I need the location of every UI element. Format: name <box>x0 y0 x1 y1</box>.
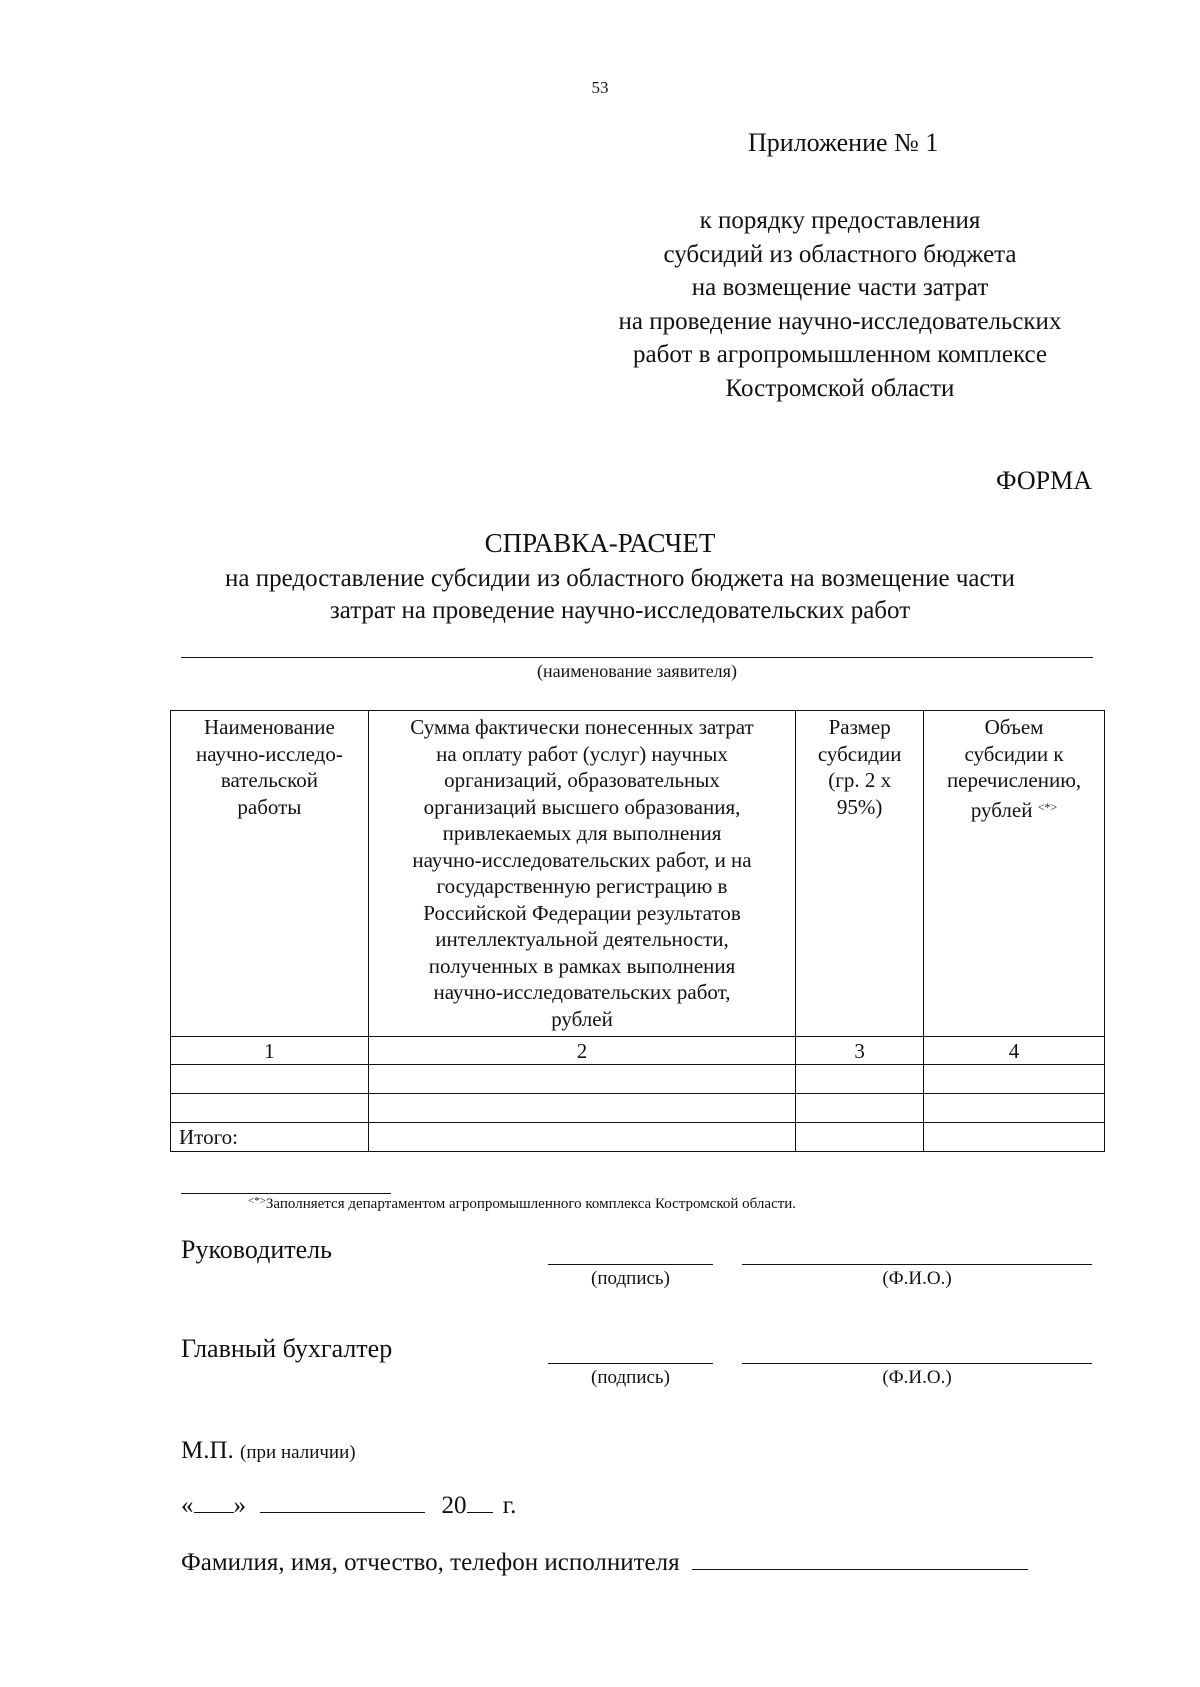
total-row <box>171 1123 1105 1152</box>
table-row <box>171 1065 1105 1094</box>
head-name-field[interactable] <box>742 1264 1092 1265</box>
table-cell[interactable] <box>368 1094 795 1123</box>
stamp-place <box>181 1437 356 1465</box>
date-open-quote: « <box>181 1492 194 1519</box>
header-subsidy-size: Размер субсидии (гр. 2 х 95%) <box>796 711 924 1037</box>
footnote <box>248 1195 796 1213</box>
subtitle-line: на предоставление субсидии из областного бюджета на возмещение части <box>225 565 1015 592</box>
appendix-description <box>560 204 1120 405</box>
page-number: 53 <box>591 78 609 97</box>
date-year-prefix: 20 <box>441 1492 467 1519</box>
accountant-name-field[interactable] <box>742 1363 1092 1364</box>
accountant-signature-field[interactable] <box>548 1363 713 1364</box>
column-number: 1 <box>171 1037 369 1065</box>
calculation-table <box>170 710 1105 1152</box>
table-cell[interactable] <box>368 1123 795 1152</box>
name-caption: (Ф.И.О.) <box>882 1268 952 1289</box>
appendix-line: Костромской области <box>725 374 955 402</box>
signature-caption: (подпись) <box>591 1268 670 1289</box>
footnote-mark: <*> <box>248 1195 266 1207</box>
date-row <box>181 1490 516 1520</box>
appendix-title: Приложение № 1 <box>748 128 939 157</box>
table-cell[interactable] <box>924 1065 1105 1094</box>
appendix-line: на возмещение части затрат <box>691 274 989 301</box>
table-cell[interactable] <box>924 1094 1105 1123</box>
column-number-row <box>171 1037 1105 1065</box>
document-title: СПРАВКА-РАСЧЕТ <box>484 528 716 558</box>
footnote-divider <box>181 1193 391 1194</box>
stamp-label: М.П. <box>181 1437 234 1464</box>
subtitle-line: затрат на проведение научно-исследовательских работ <box>329 597 911 624</box>
head-signature-field[interactable] <box>548 1264 713 1265</box>
chief-accountant-label: Главный бухгалтер <box>181 1334 393 1363</box>
column-number: 4 <box>924 1037 1105 1065</box>
table-header-row <box>171 711 1105 1037</box>
date-close-quote: » <box>233 1492 246 1519</box>
document-subtitle <box>150 563 1090 627</box>
table-cell[interactable] <box>924 1123 1105 1152</box>
table-cell[interactable] <box>368 1065 795 1094</box>
date-day-field[interactable] <box>194 1490 234 1513</box>
appendix-line: работ в агропромышленном комплексе <box>633 341 1047 368</box>
table-cell[interactable] <box>171 1065 369 1094</box>
applicant-caption: (наименование заявителя) <box>537 661 737 681</box>
table-row <box>171 1094 1105 1123</box>
header-research-name: Наименование научно-исследо- вательской работы <box>171 711 369 1037</box>
table-cell[interactable] <box>796 1065 924 1094</box>
table-cell[interactable] <box>796 1094 924 1123</box>
footnote-text: Заполняется департаментом агропромышленного комплекса Костромской области. <box>265 1196 797 1212</box>
applicant-name-field[interactable] <box>181 657 1093 658</box>
executor-field[interactable] <box>692 1547 1028 1570</box>
date-year-suffix: г. <box>502 1492 517 1519</box>
total-label: Итого: <box>171 1123 369 1152</box>
column-number: 3 <box>796 1037 924 1065</box>
appendix-line: к порядку предоставления <box>699 207 981 234</box>
date-year-field[interactable] <box>467 1490 493 1513</box>
date-month-field[interactable] <box>260 1490 425 1513</box>
executor-row <box>181 1547 1028 1577</box>
table-cell[interactable] <box>171 1094 369 1123</box>
footnote-reference: <*> <box>1037 799 1058 814</box>
stamp-note: (при наличии) <box>240 1442 356 1463</box>
executor-label: Фамилия, имя, отчество, телефон исполнителя <box>181 1549 680 1576</box>
signature-caption: (подпись) <box>591 1367 670 1388</box>
form-label: ФОРМА <box>996 466 1092 495</box>
header-actual-costs: Сумма фактически понесенных затрат на оплату работ (услуг) научных организаций, образовательных организаций высшего образования, привлекаемых для выполнения научно-исследовательских работ, и на государственную регистрацию в Российской Федерации результатов интеллектуальной деятельности, полученных в рамках выполнения научно-исследовательских работ, рублей <box>368 711 795 1037</box>
appendix-line: субсидий из областного бюджета <box>663 240 1017 268</box>
head-label: Руководитель <box>181 1235 332 1264</box>
table-cell[interactable] <box>796 1123 924 1152</box>
header-subsidy-amount: Объем субсидии к перечислению, рублей <*> <box>924 711 1105 1037</box>
appendix-line: на проведение научно-исследовательских <box>618 307 1062 335</box>
column-number: 2 <box>368 1037 795 1065</box>
name-caption: (Ф.И.О.) <box>882 1367 952 1388</box>
